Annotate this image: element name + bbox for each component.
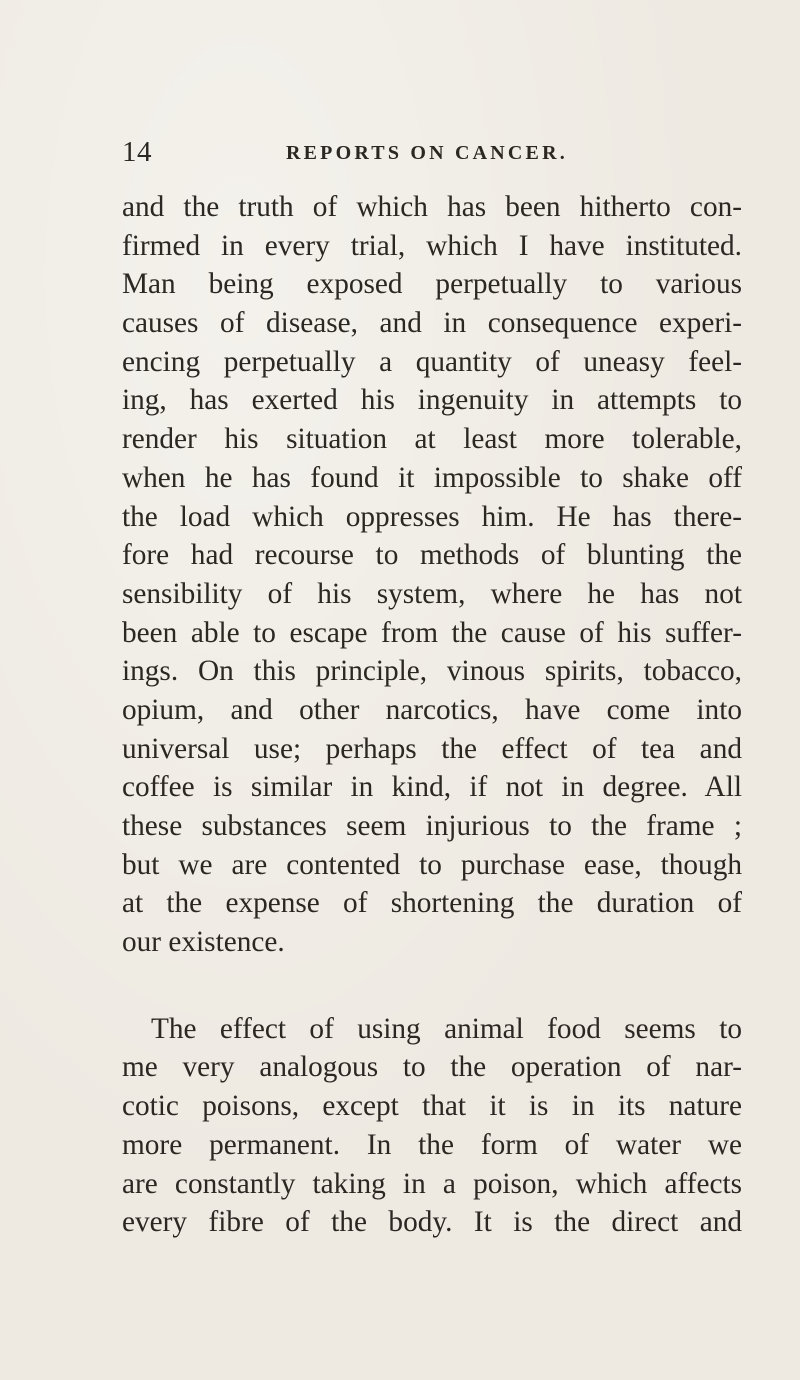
text-line: me very analogous to the operation of nar- [122,1051,742,1084]
text-line: more permanent. In the form of water we [122,1128,742,1161]
text-line: ings. On this principle, vinous spirits, tobacco, [122,655,742,688]
text-line: cotic poisons, except that it is in its nature [122,1090,742,1123]
text-line: Man being exposed perpetually to various [122,268,742,301]
text-line: sensibility of his system, where he has not [122,577,742,610]
text-line: causes of disease, and in consequence experi- [122,307,742,340]
text-line: The effect of using animal food seems to [151,1012,742,1045]
text-line: render his situation at least more tolerable, [122,423,742,456]
paragraph-1 [122,188,742,962]
text-line: universal use; perhaps the effect of tea and [122,732,742,765]
text-line: every fibre of the body. It is the direct and [122,1206,742,1239]
paragraph-gap [122,962,742,1010]
text-line: firmed in every trial, which I have instituted. [122,229,742,262]
text-line: when he has found it impossible to shake off [122,461,742,494]
text-line: ing, has exerted his ingenuity in attempts to [122,384,742,417]
text-line: the load which oppresses him. He has there- [122,500,742,533]
text-line: are constantly taking in a poison, which affects [122,1167,742,1200]
text-line: and the truth of which has been hitherto con- [122,191,742,223]
page-number: 14 [122,136,152,168]
text-line: been able to escape from the cause of his suffer- [122,616,742,649]
text-line: these substances seem injurious to the frame ; [122,810,742,842]
text-line: opium, and other narcotics, have come into [122,693,742,726]
text-line: encing perpetually a quantity of uneasy feel- [122,345,742,378]
body-text [122,188,742,1242]
text-line: our existence. [122,926,285,959]
text-line: but we are contented to purchase ease, though [122,848,742,881]
text-line: coffee is similar in kind, if not in degree. All [122,771,742,804]
running-title: REPORTS ON CANCER. [286,142,568,164]
text-line: fore had recourse to methods of blunting the [122,539,742,572]
text-line: at the expense of shortening the duration of [122,887,742,920]
paragraph-2 [122,1010,742,1242]
page-header [122,136,682,176]
